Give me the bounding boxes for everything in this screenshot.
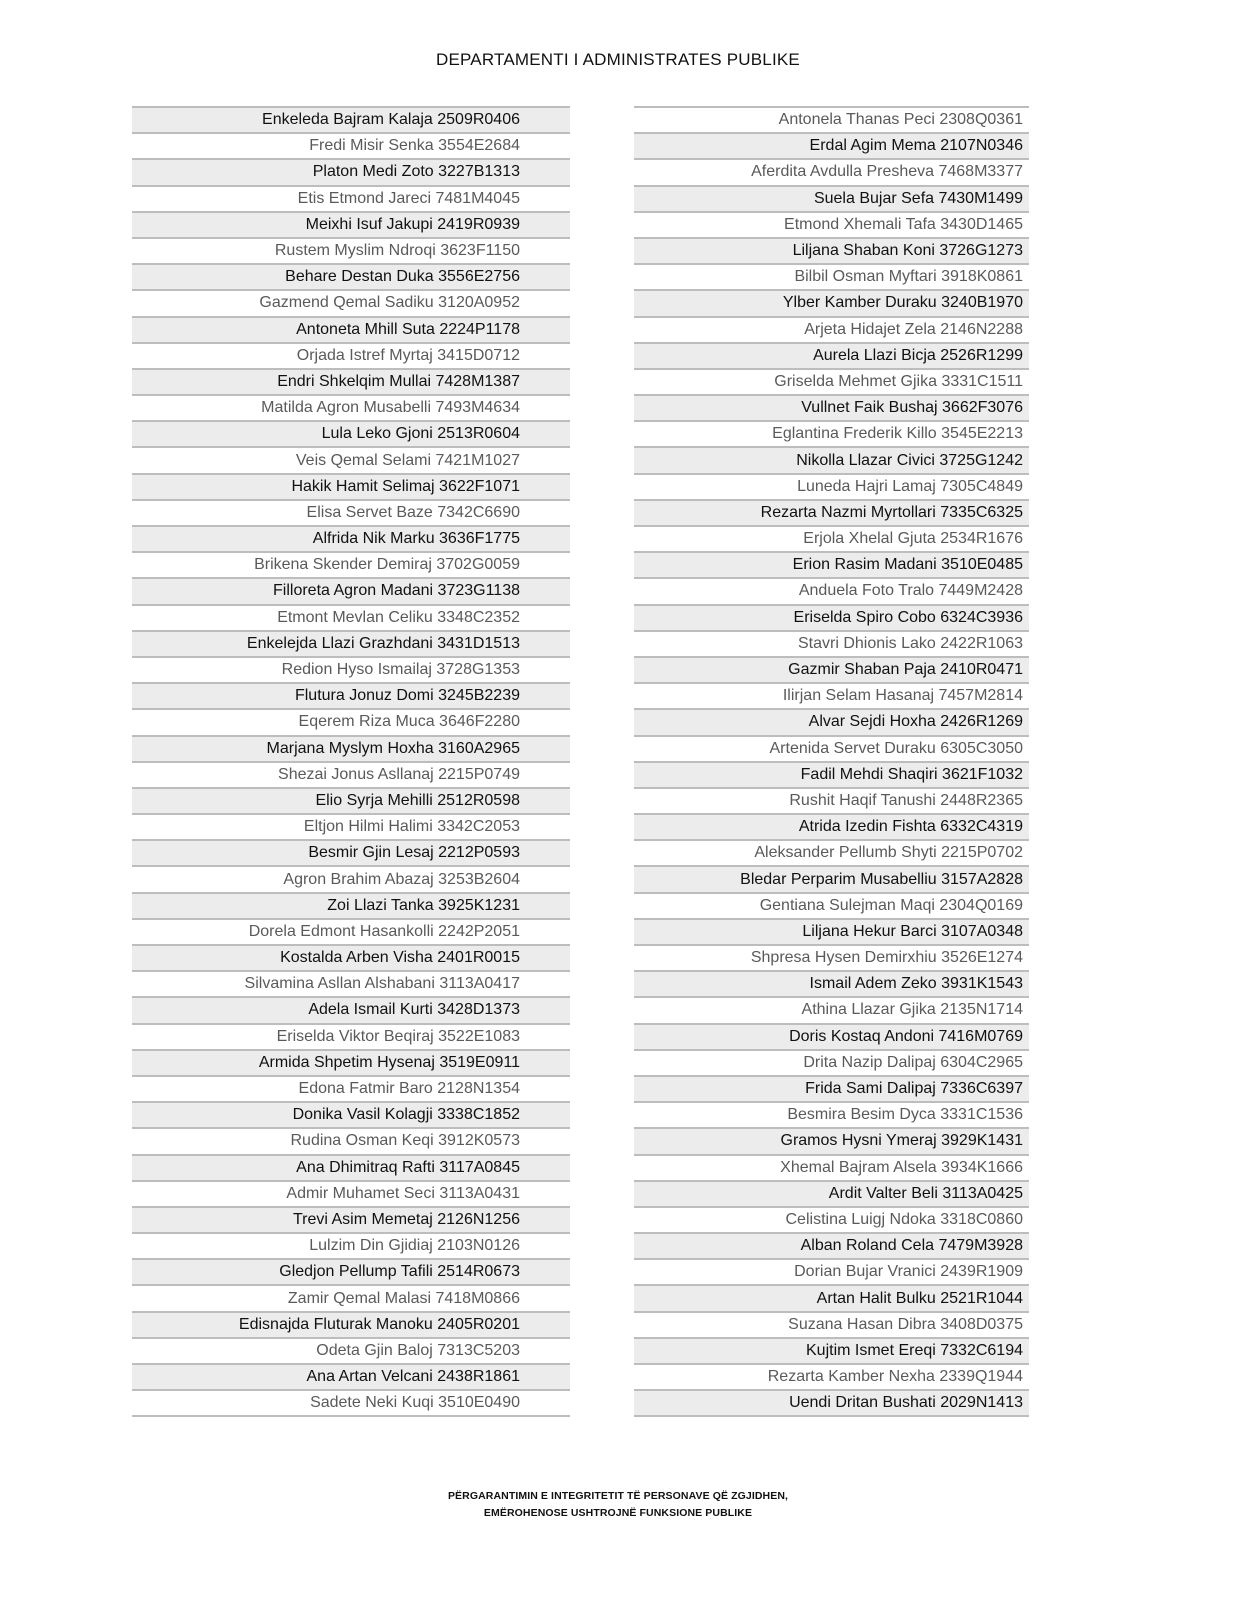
list-item: Erjola Xhelal Gjuta 2534R1676: [634, 525, 1029, 551]
list-item: Alvar Sejdi Hoxha 2426R1269: [634, 708, 1029, 734]
list-item: Enkelejda Llazi Grazhdani 3431D1513: [132, 630, 570, 656]
list-item: Filloreta Agron Madani 3723G1138: [132, 577, 570, 603]
list-item: Erdal Agim Mema 2107N0346: [634, 132, 1029, 158]
list-item: Liljana Hekur Barci 3107A0348: [634, 918, 1029, 944]
list-item: Rudina Osman Keqi 3912K0573: [132, 1127, 570, 1153]
list-item: Orjada Istref Myrtaj 3415D0712: [132, 342, 570, 368]
list-item: Lulzim Din Gjidiaj 2103N0126: [132, 1232, 570, 1258]
list-item: Alfrida Nik Marku 3636F1775: [132, 525, 570, 551]
page-title: DEPARTAMENTI I ADMINISTRATES PUBLIKE: [436, 50, 800, 69]
footer: [0, 1488, 1236, 1522]
list-item: Meixhi Isuf Jakupi 2419R0939: [132, 211, 570, 237]
list-item: Artenida Servet Duraku 6305C3050: [634, 735, 1029, 761]
list-item: Agron Brahim Abazaj 3253B2604: [132, 865, 570, 891]
list-item: Flutura Jonuz Domi 3245B2239: [132, 682, 570, 708]
list-item: Redion Hyso Ismailaj 3728G1353: [132, 656, 570, 682]
list-item: Xhemal Bajram Alsela 3934K1666: [634, 1154, 1029, 1180]
list-item: Anduela Foto Tralo 7449M2428: [634, 577, 1029, 603]
list-item: Elio Syrja Mehilli 2512R0598: [132, 787, 570, 813]
list-item: Ismail Adem Zeko 3931K1543: [634, 970, 1029, 996]
list-item: Eglantina Frederik Killo 3545E2213: [634, 420, 1029, 446]
list-item: Bilbil Osman Myftari 3918K0861: [634, 263, 1029, 289]
list-item: Bledar Perparim Musabelliu 3157A2828: [634, 865, 1029, 891]
list-item: Gazmend Qemal Sadiku 3120A0952: [132, 289, 570, 315]
list-item: Arjeta Hidajet Zela 2146N2288: [634, 316, 1029, 342]
list-item: Ardit Valter Beli 3113A0425: [634, 1180, 1029, 1206]
list-item: Edona Fatmir Baro 2128N1354: [132, 1075, 570, 1101]
list-item: Frida Sami Dalipaj 7336C6397: [634, 1075, 1029, 1101]
list-item: Aurela Llazi Bicja 2526R1299: [634, 342, 1029, 368]
list-item: Zoi Llazi Tanka 3925K1231: [132, 892, 570, 918]
list-item: Shezai Jonus Asllanaj 2215P0749: [132, 761, 570, 787]
list-item: Fadil Mehdi Shaqiri 3621F1032: [634, 761, 1029, 787]
list-item: Etis Etmond Jareci 7481M4045: [132, 185, 570, 211]
right-name-list: [634, 106, 1029, 1417]
list-item: Uendi Dritan Bushati 2029N1413: [634, 1389, 1029, 1415]
list-item: Aleksander Pellumb Shyti 2215P0702: [634, 839, 1029, 865]
list-item: Luneda Hajri Lamaj 7305C4849: [634, 473, 1029, 499]
list-item: Suela Bujar Sefa 7430M1499: [634, 185, 1029, 211]
list-item: Brikena Skender Demiraj 3702G0059: [132, 551, 570, 577]
list-item: Platon Medi Zoto 3227B1313: [132, 158, 570, 184]
list-item: Eqerem Riza Muca 3646F2280: [132, 708, 570, 734]
list-item: Endri Shkelqim Mullai 7428M1387: [132, 368, 570, 394]
list-item: Behare Destan Duka 3556E2756: [132, 263, 570, 289]
list-item: Rezarta Kamber Nexha 2339Q1944: [634, 1363, 1029, 1389]
list-item: Dorela Edmont Hasankolli 2242P2051: [132, 918, 570, 944]
list-item: Sadete Neki Kuqi 3510E0490: [132, 1389, 570, 1415]
list-item: Fredi Misir Senka 3554E2684: [132, 132, 570, 158]
list-item: Hakik Hamit Selimaj 3622F1071: [132, 473, 570, 499]
list-item: Admir Muhamet Seci 3113A0431: [132, 1180, 570, 1206]
list-item: Liljana Shaban Koni 3726G1273: [634, 237, 1029, 263]
list-item: Ana Dhimitraq Rafti 3117A0845: [132, 1154, 570, 1180]
list-item: Alban Roland Cela 7479M3928: [634, 1232, 1029, 1258]
list-item: Rushit Haqif Tanushi 2448R2365: [634, 787, 1029, 813]
list-item: Elisa Servet Baze 7342C6690: [132, 499, 570, 525]
list-item: Vullnet Faik Bushaj 3662F3076: [634, 394, 1029, 420]
column-bottom-rule: [634, 1415, 1029, 1417]
list-item: Gramos Hysni Ymeraj 3929K1431: [634, 1127, 1029, 1153]
list-item: Erion Rasim Madani 3510E0485: [634, 551, 1029, 577]
list-item: Dorian Bujar Vranici 2439R1909: [634, 1258, 1029, 1284]
list-item: Trevi Asim Memetaj 2126N1256: [132, 1206, 570, 1232]
list-item: Ana Artan Velcani 2438R1861: [132, 1363, 570, 1389]
list-item: Lula Leko Gjoni 2513R0604: [132, 420, 570, 446]
footer-line-2: EMËROHENOSE USHTROJNË FUNKSIONE PUBLIKE: [483, 1507, 753, 1519]
list-item: Adela Ismail Kurti 3428D1373: [132, 996, 570, 1022]
list-item: Donika Vasil Kolagji 3338C1852: [132, 1101, 570, 1127]
list-item: Artan Halit Bulku 2521R1044: [634, 1284, 1029, 1310]
left-name-list: [132, 106, 570, 1417]
list-item: Ylber Kamber Duraku 3240B1970: [634, 289, 1029, 315]
list-item: Antoneta Mhill Suta 2224P1178: [132, 316, 570, 342]
list-item: Drita Nazip Dalipaj 6304C2965: [634, 1049, 1029, 1075]
footer-line-1: PËRGARANTIMIN E INTEGRITETIT TË PERSONAVE QË ZGJIDHEN,: [447, 1490, 789, 1502]
list-item: Doris Kostaq Andoni 7416M0769: [634, 1023, 1029, 1049]
list-item: Gazmir Shaban Paja 2410R0471: [634, 656, 1029, 682]
list-item: Kujtim Ismet Ereqi 7332C6194: [634, 1337, 1029, 1363]
list-item: Marjana Myslym Hoxha 3160A2965: [132, 735, 570, 761]
list-item: Athina Llazar Gjika 2135N1714: [634, 996, 1029, 1022]
list-item: Odeta Gjin Baloj 7313C5203: [132, 1337, 570, 1363]
list-item: Aferdita Avdulla Presheva 7468M3377: [634, 158, 1029, 184]
list-item: Gentiana Sulejman Maqi 2304Q0169: [634, 892, 1029, 918]
column-bottom-rule: [132, 1415, 570, 1417]
list-item: Eriselda Viktor Beqiraj 3522E1083: [132, 1023, 570, 1049]
list-item: Edisnajda Fluturak Manoku 2405R0201: [132, 1311, 570, 1337]
list-item: Ilirjan Selam Hasanaj 7457M2814: [634, 682, 1029, 708]
list-item: Eriselda Spiro Cobo 6324C3936: [634, 604, 1029, 630]
list-item: Gledjon Pellump Tafili 2514R0673: [132, 1258, 570, 1284]
list-item: Zamir Qemal Malasi 7418M0866: [132, 1284, 570, 1310]
list-item: Celistina Luigj Ndoka 3318C0860: [634, 1206, 1029, 1232]
list-item: Stavri Dhionis Lako 2422R1063: [634, 630, 1029, 656]
list-item: Kostalda Arben Visha 2401R0015: [132, 944, 570, 970]
list-item: Suzana Hasan Dibra 3408D0375: [634, 1311, 1029, 1337]
list-item: Matilda Agron Musabelli 7493M4634: [132, 394, 570, 420]
list-item: Eltjon Hilmi Halimi 3342C2053: [132, 813, 570, 839]
list-item: Etmond Xhemali Tafa 3430D1465: [634, 211, 1029, 237]
list-item: Besmir Gjin Lesaj 2212P0593: [132, 839, 570, 865]
list-item: Veis Qemal Selami 7421M1027: [132, 446, 570, 472]
list-item: Armida Shpetim Hysenaj 3519E0911: [132, 1049, 570, 1075]
list-item: Griselda Mehmet Gjika 3331C1511: [634, 368, 1029, 394]
list-item: Besmira Besim Dyca 3331C1536: [634, 1101, 1029, 1127]
list-item: Nikolla Llazar Civici 3725G1242: [634, 446, 1029, 472]
list-item: Rezarta Nazmi Myrtollari 7335C6325: [634, 499, 1029, 525]
list-item: Silvamina Asllan Alshabani 3113A0417: [132, 970, 570, 996]
list-item: Antonela Thanas Peci 2308Q0361: [634, 106, 1029, 132]
list-item: Shpresa Hysen Demirxhiu 3526E1274: [634, 944, 1029, 970]
list-item: Enkeleda Bajram Kalaja 2509R0406: [132, 106, 570, 132]
list-item: Etmont Mevlan Celiku 3348C2352: [132, 604, 570, 630]
list-item: Atrida Izedin Fishta 6332C4319: [634, 813, 1029, 839]
list-item: Rustem Myslim Ndroqi 3623F1150: [132, 237, 570, 263]
